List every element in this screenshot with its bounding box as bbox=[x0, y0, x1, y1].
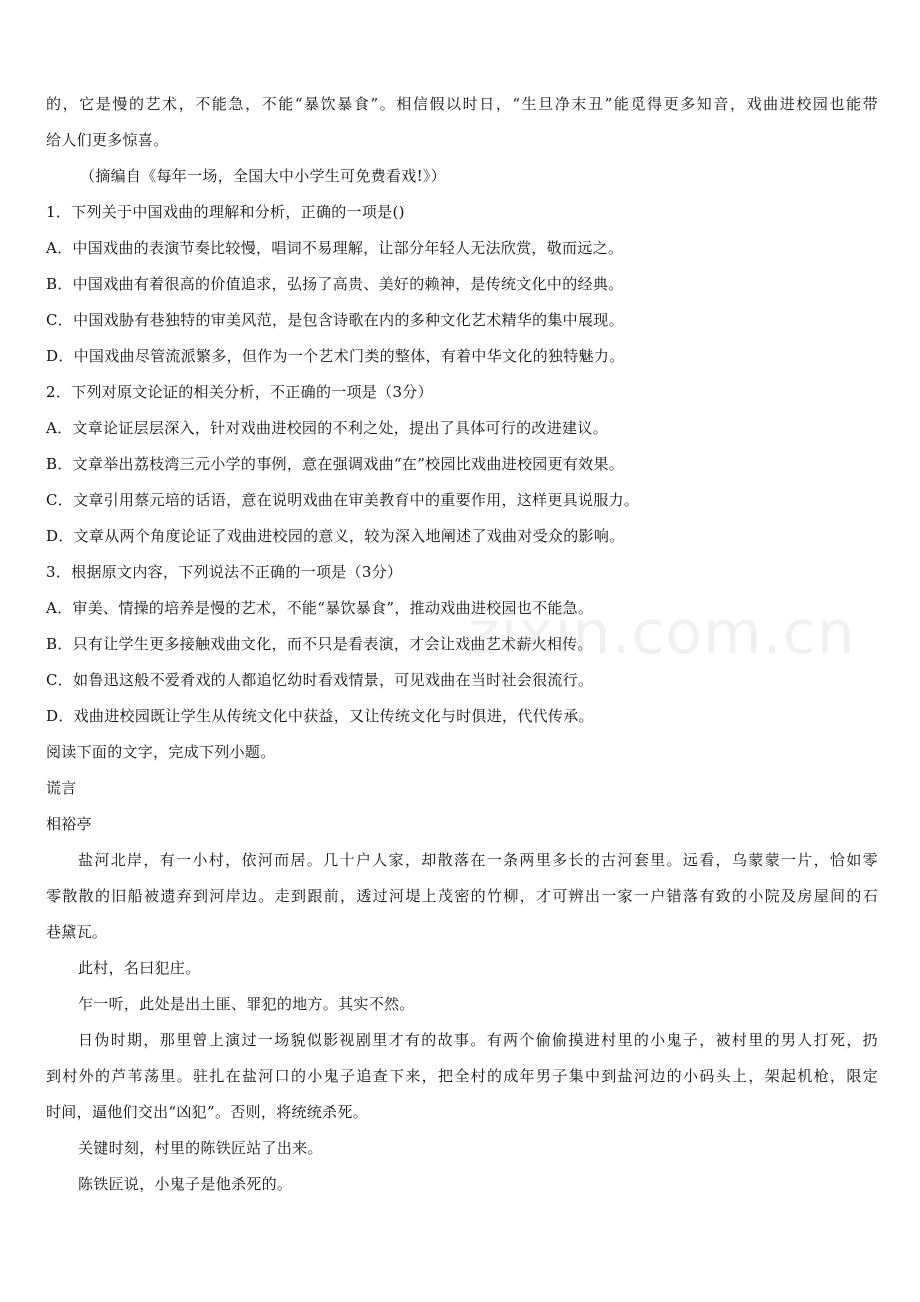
story-p5: 关键时刻，村里的陈铁匠站了出来。 bbox=[78, 1139, 323, 1157]
story-p1-line-3: 巷黛瓦。 bbox=[46, 923, 108, 941]
question-1-option-d: D．中国戏曲尽管流派繁多，但作为一个艺术门类的整体，有着中华文化的独特魅力。 bbox=[46, 347, 625, 365]
story-title: 谎言 bbox=[46, 779, 77, 797]
story-p1-line-2: 零散散的旧船被遗弃到河岸边。走到跟前，透过河堤上茂密的竹柳，才可辨出一家一户错落有致的小院及房屋间的石 bbox=[46, 887, 878, 905]
story-author: 相裕亭 bbox=[46, 815, 92, 833]
question-2-option-a: A．文章论证层层深入，针对戏曲进校园的不利之处，提出了具体可行的改进建议。 bbox=[46, 419, 608, 437]
passage-end-line-1: 的，它是慢的艺术，不能急，不能“暴饮暴食”。相信假以时日，“生旦净末丑”能觅得更多知音，戏曲进校园也能带 bbox=[46, 95, 878, 113]
question-2-stem: 2．下列对原文论证的相关分析，不正确的一项是（3分） bbox=[46, 383, 433, 401]
question-1-option-a: A．中国戏曲的表演节奏比较慢，唱词不易理解，让部分年轻人无法欣赏，敬而远之。 bbox=[46, 239, 624, 257]
story-p2: 此村，名曰犯庄。 bbox=[78, 959, 201, 977]
passage-source: （摘编自《每年一场，全国大中小学生可免费看戏!》） bbox=[80, 167, 447, 185]
story-p4-line-3: 时间，逼他们交出“凶犯”。否则，将统统杀死。 bbox=[46, 1103, 368, 1121]
question-3-option-a: A．审美、情操的培养是慢的艺术，不能“暴饮暴食”，推动戏曲进校园也不能急。 bbox=[46, 599, 594, 617]
question-3-option-c: C．如鲁迅这般不爱肴戏的人都追忆幼时看戏情景，可见戏曲在当时社会很流行。 bbox=[46, 671, 594, 689]
question-1-option-b: B．中国戏曲有着很高的价值追求，弘扬了高贵、美好的赖神，是传统文化中的经典。 bbox=[46, 275, 624, 293]
story-p1-line-1: 盐河北岸，有一小村，依河而居。几十户人家，却散落在一条两里多长的古河套里。远看，乌蒙蒙一片，恰如零 bbox=[78, 851, 878, 869]
question-3-option-d: D．戏曲进校园既让学生从传统文化中获益，又让传统文化与时俱进，代代传承。 bbox=[46, 707, 594, 725]
question-2-option-c: C．文章引用蔡元培的话语，意在说明戏曲在审美教育中的重要作用，这样更具说服力。 bbox=[46, 491, 640, 509]
question-1-stem: 1．下列关于中国戏曲的理解和分析，正确的一项是() bbox=[46, 203, 405, 221]
question-3-option-b: B．只有让学生更多接触戏曲文化，而不只是看表演，才会让戏曲艺术薪火相传。 bbox=[46, 635, 593, 653]
question-3-stem: 3．根据原文内容，下列说法不正确的一项是（3分） bbox=[46, 563, 403, 581]
story-p4-line-1: 日伪时期，那里曾上演过一场貌似影视剧里才有的故事。有两个偷偷摸进村里的小鬼子，被村里的男人打死，扔 bbox=[78, 1031, 878, 1049]
question-1-option-c: C．中国戏胁有巷独特的审美风范，是包含诗歌在内的多种文化艺术精华的集中展现。 bbox=[46, 311, 624, 329]
story-p6: 陈铁匠说，小鬼子是他杀死的。 bbox=[78, 1175, 293, 1193]
story-p4-line-2: 到村外的芦苇荡里。驻扎在盐河口的小鬼子追查下来，把全村的成年男子集中到盐河边的小码头上，架起机枪，限定 bbox=[46, 1067, 878, 1085]
question-2-option-d: D．文章从两个角度论证了戏曲进校园的意义，较为深入地阐述了戏曲对受众的影响。 bbox=[46, 527, 625, 545]
story-p3: 乍一听，此处是出土匪、罪犯的地方。其实不然。 bbox=[78, 995, 415, 1013]
passage-end-line-2: 给人们更多惊喜。 bbox=[46, 131, 169, 149]
watermark: zixin.com.cn bbox=[468, 598, 856, 668]
question-2-option-b: B．文章举出荔枝湾三元小学的事例，意在强调戏曲“在”校园比戏曲进校园更有效果。 bbox=[46, 455, 625, 473]
reading-instruction: 阅读下面的文字，完成下列小题。 bbox=[46, 743, 276, 761]
